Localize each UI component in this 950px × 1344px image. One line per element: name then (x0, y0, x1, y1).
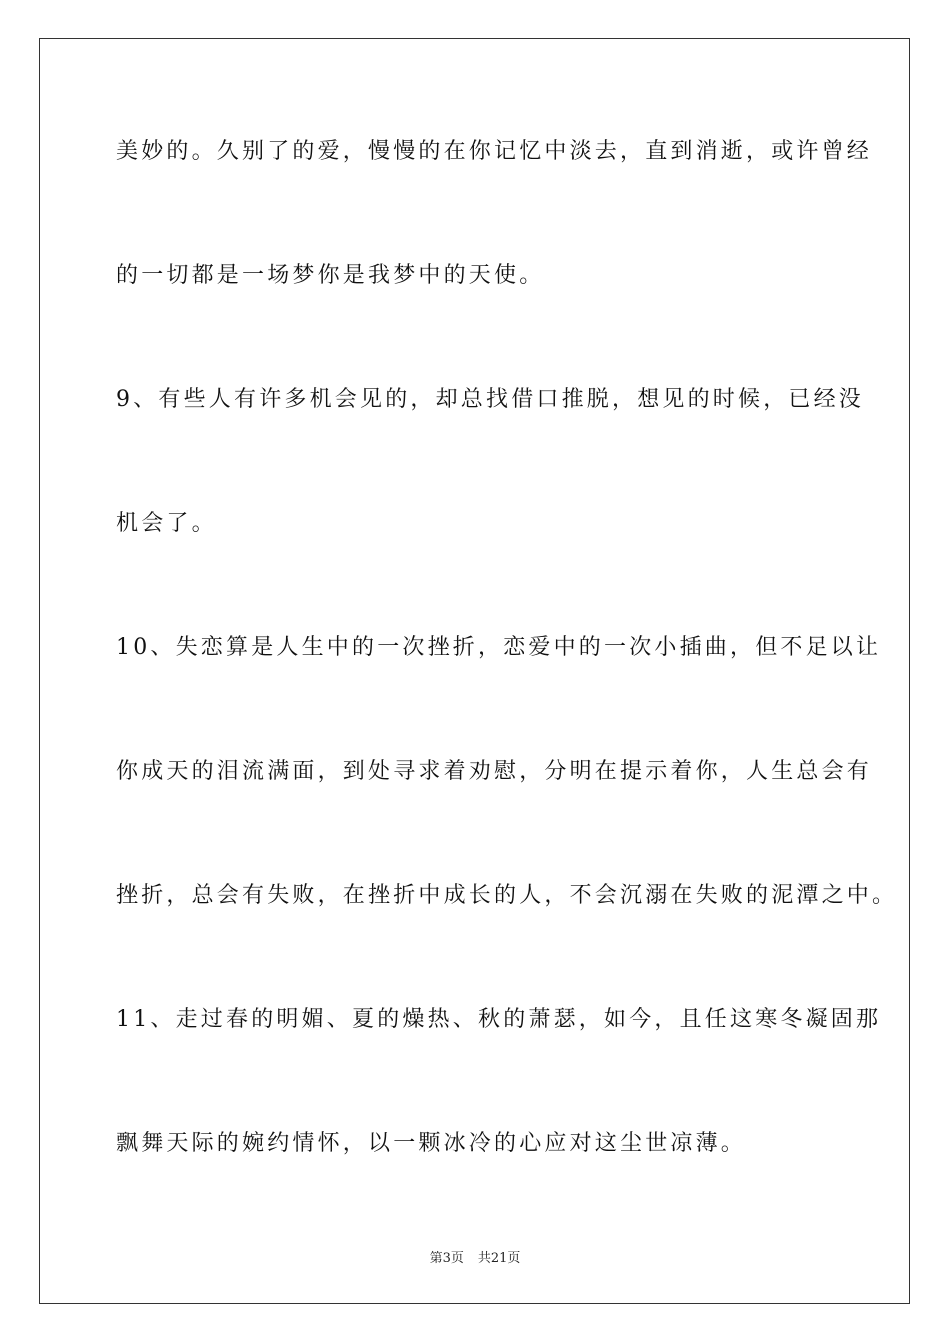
text-line-1: 美妙的。久别了的爱，慢慢的在你记忆中淡去，直到消逝，或许曾经 (116, 139, 873, 164)
current-page-label: 第3页 (429, 1251, 464, 1266)
page-footer (0, 1247, 950, 1266)
page-border (39, 38, 910, 1304)
text-line-3: 9、有些人有许多机会见的，却总找借口推脱，想见的时候，已经没 (116, 387, 864, 412)
text-line-2: 的一切都是一场梦你是我梦中的天使。 (116, 263, 545, 288)
text-line-8: 11、走过春的明媚、夏的燥热、秋的萧瑟，如今，且任这寒冬凝固那 (116, 1007, 882, 1032)
text-line-4: 机会了。 (116, 511, 217, 536)
text-line-5: 10、失恋算是人生中的一次挫折，恋爱中的一次小插曲，但不足以让 (116, 635, 882, 660)
text-line-6: 你成天的泪流满面，到处寻求着劝慰，分明在提示着你，人生总会有 (116, 759, 873, 784)
total-pages-label: 共21页 (477, 1251, 521, 1266)
text-line-7: 挫折，总会有失败，在挫折中成长的人，不会沉溺在失败的泥潭之中。 (116, 883, 898, 908)
text-line-9: 飘舞天际的婉约情怀，以一颗冰冷的心应对这尘世凉薄。 (116, 1131, 747, 1156)
